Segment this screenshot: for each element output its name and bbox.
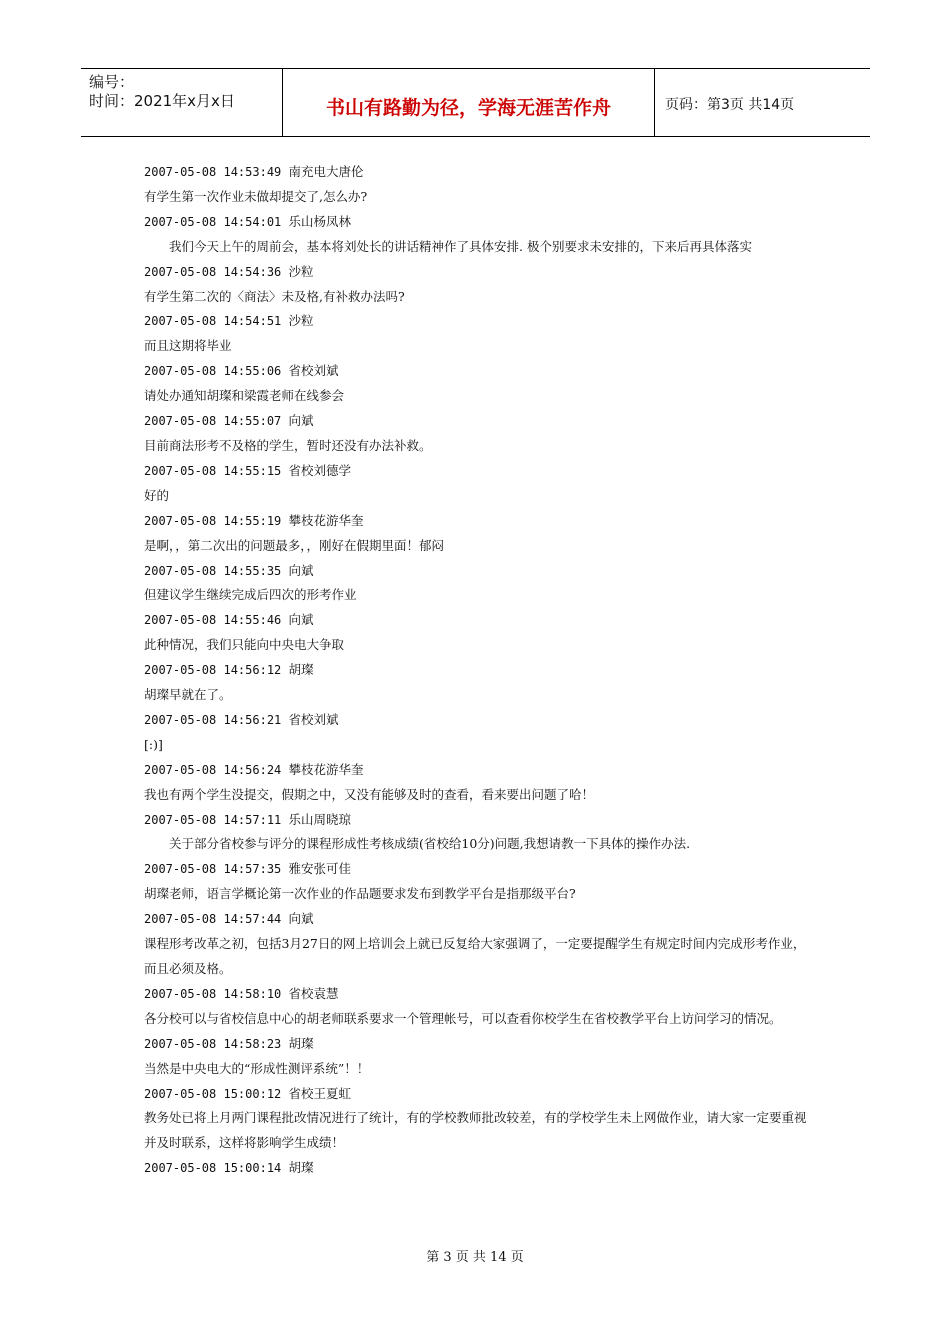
- message-text: 当然是中央电大的“形成性测评系统”！！: [144, 1060, 370, 1076]
- message-timestamp: 2007-05-08 14:53:49: [144, 165, 282, 179]
- message-sender: 胡璨: [288, 1160, 314, 1176]
- chat-message: [144, 1082, 814, 1157]
- chat-message: [144, 907, 814, 982]
- chat-log: [144, 160, 814, 1181]
- message-text: 而且这期将毕业: [144, 338, 232, 354]
- message-header: [144, 359, 814, 384]
- chat-message: [144, 857, 814, 907]
- chat-message: [144, 758, 814, 808]
- message-header: [144, 459, 814, 484]
- chat-message: [144, 359, 814, 409]
- message-text: 胡璨老师，语言学概论第一次作业的作品题要求发布到教学平台是指那级平台?: [144, 886, 576, 902]
- message-sender: 南充电大唐伦: [288, 164, 364, 179]
- chat-message: [144, 1032, 814, 1082]
- message-sender: 沙粒: [288, 313, 314, 329]
- message-timestamp: 2007-05-08 14:55:35: [144, 563, 282, 578]
- chat-message: [144, 210, 814, 260]
- message-sender: 省校刘斌: [288, 711, 339, 727]
- message-sender: 省校刘德学: [288, 462, 352, 478]
- message-header: [144, 658, 814, 683]
- chat-message: [144, 260, 814, 310]
- page-footer: 第 3 页 共 14 页: [426, 1250, 524, 1265]
- message-header: [144, 309, 814, 334]
- message-timestamp: 2007-05-08 14:56:21: [144, 712, 282, 727]
- message-sender: 省校袁慧: [288, 985, 339, 1001]
- message-text: 胡璨早就在了。: [144, 687, 232, 703]
- message-text: 是啊，，第二次出的问题最多，，刚好在假期里面！郁闷: [144, 537, 445, 553]
- message-timestamp: 2007-05-08 14:55:19: [144, 513, 282, 528]
- chat-message: [144, 658, 814, 708]
- header-page-cell: [655, 69, 870, 136]
- message-sender: 向斌: [288, 612, 314, 628]
- page-header: [81, 68, 870, 137]
- message-timestamp: 2007-05-08 15:00:12: [144, 1086, 282, 1101]
- message-sender: 省校刘斌: [288, 363, 339, 379]
- message-timestamp: 2007-05-08 15:00:14: [144, 1161, 282, 1176]
- message-sender: 雅安张可佳: [288, 861, 352, 877]
- message-sender: 乐山杨凤林: [288, 213, 352, 229]
- message-header: [144, 608, 814, 633]
- message-sender: 攀枝花游华奎: [288, 512, 364, 528]
- header-page-code: 页码：第3页 共14页: [665, 97, 795, 113]
- chat-message: [144, 309, 814, 359]
- message-text: [:)]: [144, 736, 163, 752]
- chat-message: [144, 509, 814, 559]
- message-sender: 省校王夏虹: [288, 1085, 352, 1101]
- document-date-label: 时间：2021年x月x日: [89, 92, 235, 110]
- message-text: 各分校可以与省校信息中心的胡老师联系要求一个管理帐号，可以查看你校学生在省校教学平台上访问学习的情况。: [144, 1010, 782, 1026]
- message-timestamp: 2007-05-08 14:54:51: [144, 314, 282, 329]
- chat-message: [144, 459, 814, 509]
- message-header: [144, 857, 814, 882]
- message-text: 此种情况，我们只能向中央电大争取: [144, 637, 345, 653]
- message-timestamp: 2007-05-08 14:55:06: [144, 364, 282, 379]
- message-header: [144, 808, 814, 833]
- message-header: [144, 982, 814, 1007]
- message-timestamp: 2007-05-08 14:57:44: [144, 912, 282, 927]
- message-timestamp: 2007-05-08 14:56:12: [144, 663, 282, 678]
- chat-message: [144, 1156, 814, 1181]
- message-header: [144, 1032, 814, 1057]
- chat-message: [144, 608, 814, 658]
- document-number-label: 编号：: [89, 73, 135, 91]
- message-header: [144, 260, 814, 285]
- chat-message: [144, 708, 814, 758]
- message-header: [144, 210, 814, 235]
- message-sender: 胡璨: [288, 662, 314, 678]
- message-text: 课程形考改革之初，包括3月27日的网上培训会上就已反复给大家强调了，一定要提醒学生有规定时间内完成形考作业，而且必须及格。: [144, 936, 806, 976]
- chat-message: [144, 160, 814, 210]
- message-header: [144, 758, 814, 783]
- message-timestamp: 2007-05-08 14:58:10: [144, 986, 282, 1001]
- message-header: [144, 1156, 814, 1181]
- chat-message: [144, 982, 814, 1032]
- header-motto: 书山有路勤为径，学海无涯苦作舟: [325, 97, 611, 119]
- message-header: [144, 409, 814, 434]
- message-text: 有学生第二次的〈商法〉未及格,有补救办法吗?: [144, 288, 405, 304]
- message-sender: 乐山周晓琼: [288, 811, 352, 827]
- message-timestamp: 2007-05-08 14:58:23: [144, 1036, 282, 1051]
- message-timestamp: 2007-05-08 14:57:11: [144, 812, 282, 827]
- message-text: 关于部分省校参与评分的课程形成性考核成绩(省校给10分)问题,我想请教一下具体的操作办法.: [169, 836, 691, 852]
- message-timestamp: 2007-05-08 14:55:46: [144, 613, 282, 628]
- message-text: 有学生第一次作业未做却提交了,怎么办?: [144, 188, 368, 204]
- chat-message: [144, 559, 814, 609]
- message-text: 请处办通知胡璨和梁霞老师在线参会: [144, 388, 345, 404]
- message-text: 但建议学生继续完成后四次的形考作业: [144, 587, 357, 603]
- message-sender: 沙粒: [288, 263, 314, 279]
- message-text: 好的: [144, 487, 170, 503]
- message-header: [144, 559, 814, 584]
- message-sender: 胡璨: [288, 1035, 314, 1051]
- message-sender: 向斌: [288, 413, 314, 429]
- message-text: 目前商法形考不及格的学生，暂时还没有办法补救。: [144, 437, 432, 453]
- message-timestamp: 2007-05-08 14:57:35: [144, 862, 282, 877]
- message-timestamp: 2007-05-08 14:54:01: [144, 214, 282, 229]
- message-sender: 向斌: [288, 911, 314, 927]
- message-header: [144, 160, 814, 185]
- message-text: 教务处已将上月两门课程批改情况进行了统计，有的学校教师批改较差，有的学校学生未上网做作业，请大家一定要重视并及时联系，这样将影响学生成绩！: [144, 1110, 807, 1151]
- header-motto-cell: [283, 69, 655, 136]
- message-timestamp: 2007-05-08 14:54:36: [144, 264, 282, 279]
- header-left-cell: [81, 69, 283, 136]
- chat-message: [144, 808, 814, 858]
- message-text: 我也有两个学生没提交，假期之中，又没有能够及时的查看，看来要出问题了哈！: [144, 786, 595, 802]
- message-header: [144, 708, 814, 733]
- message-header: [144, 509, 814, 534]
- chat-message: [144, 409, 814, 459]
- message-timestamp: 2007-05-08 14:55:07: [144, 414, 282, 429]
- message-timestamp: 2007-05-08 14:55:15: [144, 463, 282, 478]
- message-timestamp: 2007-05-08 14:56:24: [144, 762, 282, 777]
- message-sender: 攀枝花游华奎: [288, 761, 364, 777]
- message-header: [144, 907, 814, 932]
- message-text: 我们今天上午的周前会，基本将刘处长的讲话精神作了具体安排. 极个别要求未安排的，下来后再具体落实: [169, 238, 752, 254]
- message-header: [144, 1082, 814, 1107]
- message-sender: 向斌: [288, 562, 314, 578]
